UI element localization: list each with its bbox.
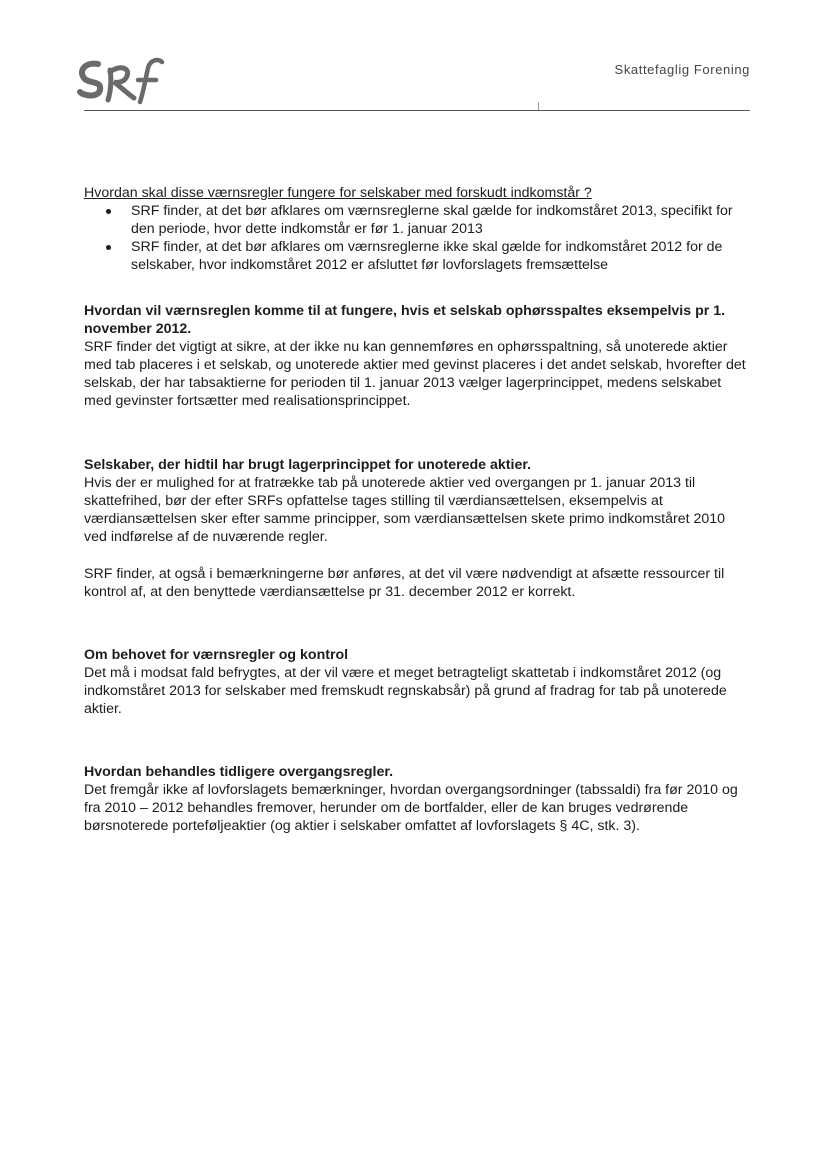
section-heading-vaernsregler-kontrol: Om behovet for værnsregler og kontrol	[84, 647, 349, 663]
srf-logo	[76, 50, 166, 106]
list-item	[84, 202, 750, 238]
section-heading-forskudt-indkomstaar: Hvordan skal disse værnsregler fungere for selskaber med forskudt indkomstår ?	[84, 185, 592, 201]
paragraph: Det fremgår ikke af lovforslagets bemærkninger, hvordan overgangsordninger (tabssaldi) fra før 2010 og fra 2010 – 2012 behandles fremover, herunder om de bortfalder, eller de kan bruges vedrørende børsnoterede porteføljeaktier (og aktier i selskaber omfattet af lovforslagets § 4C, stk. 3).	[84, 782, 738, 834]
section-heading-overgangsregler: Hvordan behandles tidligere overgangsregler.	[84, 764, 394, 780]
list-item-text: SRF finder, at det bør afklares om værnsreglerne ikke skal gælde for indkomståret 2012 for de selskaber, hvor indkomståret 2012 er afsluttet før lovforslagets fremsættelse	[131, 239, 723, 273]
bullet-icon	[106, 209, 111, 214]
paragraph: Hvis der er mulighed for at fratrække tab på unoterede aktier ved overgangen pr 1. januar 2013 til skattefrihed, bør der efter SRFs opfattelse tages stilling til værdiansættelsen, eksempelvis at værdiansættelsen sker efter samme principper, som værdiansættelsen skete primo indkomståret 2010 ved indførelse af de nuværende regler.	[84, 475, 726, 545]
paragraph: Det må i modsat fald befrygtes, at der vil være et meget betragteligt skattetab i indkomståret 2012 (og indkomståret 2013 for selskaber med fremskudt regnskabsår) på grund af fradrag for tab på unoterede aktier.	[84, 665, 727, 717]
header-divider-mark	[538, 102, 539, 110]
section-heading-ophoersspaltning: Hvordan vil værnsreglen komme til at fungere, hvis et selskab ophørsspaltes eksempelvis pr 1. november 2012.	[84, 303, 726, 337]
bullet-icon	[106, 245, 111, 250]
letter-body	[84, 184, 750, 835]
paragraph: SRF finder det vigtigt at sikre, at der ikke nu kan gennemføres en ophørsspaltning, så unoterede aktier med tab placeres i et selskab, og unoterede aktier med gevinst placeres i det andet selskab, hvorefter det selskab, der har tabsaktierne for perioden til 1. januar 2013 vælger lagerprincippet, medens selskabet med gevinster fortsætter med realisationsprincippet.	[84, 339, 746, 409]
section-heading-lagerprincippet: Selskaber, der hidtil har brugt lagerprincippet for unoterede aktier.	[84, 457, 532, 473]
organization-name: Skattefaglig Forening	[614, 62, 750, 77]
bullet-list	[84, 202, 750, 274]
list-item	[84, 238, 750, 274]
header-divider	[84, 110, 750, 111]
paragraph: SRF finder, at også i bemærkningerne bør anføres, at det vil være nødvendigt at afsætte ressourcer til kontrol af, at den benyttede værdiansættelse pr 31. december 2012 er korrekt.	[84, 566, 725, 600]
list-item-text: SRF finder, at det bør afklares om værnsreglerne skal gælde for indkomståret 2013, specifikt for den periode, hvor dette indkomstår er før 1. januar 2013	[131, 203, 733, 237]
